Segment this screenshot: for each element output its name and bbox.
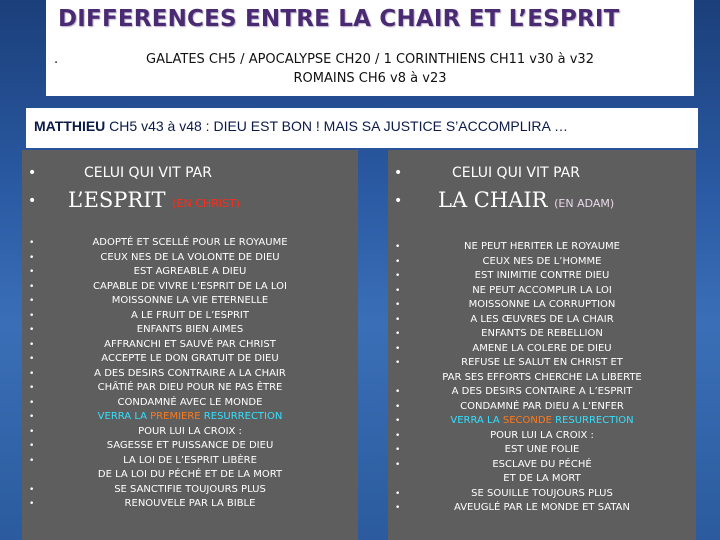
chair-heading-note: (EN ADAM): [554, 197, 615, 210]
resurrection-order: SECONDE: [502, 415, 552, 426]
list-item: RENOUVELE PAR LA BIBLE: [124, 498, 256, 509]
list-item: CAPABLE DE VIVRE L’ESPRIT DE LA LOI: [93, 280, 287, 292]
list-item: A DES DESIRS CONTAIRE A L’ESPRIT: [451, 386, 633, 397]
bullet: •: [395, 329, 401, 339]
bullet: •: [29, 296, 35, 306]
esprit-heading-label: L’ESPRIT: [68, 188, 166, 212]
list-item: POUR LUI LA CROIX :: [490, 429, 594, 441]
esprit-list: [22, 236, 358, 512]
list-item: CONDAMNÉ AVEC LE MONDE: [117, 396, 263, 408]
bullet: •: [29, 455, 35, 466]
esprit-panel: [22, 150, 358, 540]
list-item: ET DE LA MORT: [503, 473, 581, 484]
list-item: MOISSONNE LA VIE ETERNELLE: [111, 295, 269, 306]
scripture-references: [46, 50, 694, 88]
chair-heading-1: CELUI QUI VIT PAR: [452, 165, 580, 181]
bullet: •: [29, 484, 35, 495]
list-item: SAGESSE ET PUISSANCE DE DIEU: [106, 440, 274, 451]
bullet: •: [29, 441, 35, 451]
list-item: A DES DESIRS CONTRAIRE A LA CHAIR: [94, 367, 286, 379]
bullet: •: [29, 426, 35, 437]
bullet: •: [394, 193, 403, 209]
refs-line-1: GALATES CH5 / APOCALYPSE CH20 / 1 CORINTHIENS CH11 v30 à v32: [146, 52, 594, 67]
bullet: •: [29, 354, 35, 364]
bullet: •: [29, 252, 35, 263]
bullet: •: [28, 193, 37, 209]
esprit-heading-2: [68, 188, 240, 212]
bullet: •: [29, 325, 35, 335]
list-item: A LE FRUIT DE L’ESPRIT: [131, 309, 249, 321]
page-title: DIFFERENCES ENTRE LA CHAIR ET L’ESPRIT: [58, 6, 620, 32]
bullet: •: [395, 358, 401, 368]
list-item: POUR LUI LA CROIX :: [138, 425, 242, 437]
bullet: •: [29, 368, 35, 379]
bullet: •: [395, 387, 401, 397]
matthieu-line: [34, 118, 694, 134]
bullet: •: [395, 430, 401, 441]
list-item: NE PEUT HERITER LE ROYAUME: [463, 241, 620, 252]
list-item: CHÂTIÉ PAR DIEU POUR NE PAS ÊTRE: [97, 382, 283, 393]
list-item: SE SANCTIFIE TOUJOURS PLUS: [114, 483, 266, 495]
list-item: ESCLAVE DU PÉCHÉ: [492, 458, 592, 470]
refs-bullet: .: [54, 52, 59, 67]
bullet: •: [29, 281, 35, 292]
bullet: •: [395, 488, 401, 499]
bullet: •: [395, 503, 401, 513]
bullet: •: [395, 459, 401, 470]
title-box: [46, 0, 694, 96]
bullet: •: [395, 300, 401, 310]
resurrection-word: RESURRECTION: [200, 411, 283, 422]
verra-prefix: VERRA LA: [97, 411, 151, 422]
list-item: LA LOI DE L’ESPRIT LIBÈRE: [123, 454, 257, 466]
chair-panel: [388, 150, 696, 540]
list-item: A LES ŒUVRES DE LA CHAIR: [470, 313, 614, 325]
bullet: •: [395, 445, 401, 455]
list-item: EST UNE FOLIE: [504, 444, 580, 455]
bullet: •: [395, 285, 401, 296]
resurrection-order: PREMIERE: [150, 411, 201, 422]
list-item: ADOPTÉ ET SCELLÉ POUR LE ROYAUME: [92, 237, 288, 248]
esprit-heading-1: CELUI QUI VIT PAR: [84, 165, 212, 181]
bullet: •: [29, 412, 35, 422]
bullet: •: [29, 339, 35, 350]
bullet: •: [395, 343, 401, 354]
resurrection-word: RESURRECTION: [551, 415, 634, 426]
list-item: CEUX NES DE LA VOLONTE DE DIEU: [100, 251, 280, 263]
bullet: •: [394, 165, 403, 181]
matthieu-book: MATTHIEU: [34, 118, 106, 134]
bullet: •: [29, 397, 35, 408]
bullet: •: [395, 314, 401, 325]
list-item: EST INIMITIE CONTRE DIEU: [474, 270, 610, 281]
list-item: REFUSE LE SALUT EN CHRIST ET: [461, 357, 623, 368]
list-item: MOISSONNE LA CORRUPTION: [468, 299, 616, 310]
bullet: •: [395, 242, 401, 252]
list-item: CONDAMNÉ PAR DIEU A L’ENFER: [460, 400, 624, 412]
matthieu-box: [26, 108, 698, 148]
bullet: •: [29, 238, 35, 248]
bullet: •: [29, 499, 35, 509]
verra-prefix: VERRA LA: [450, 415, 503, 426]
chair-heading-2: [438, 188, 614, 212]
refs-line-2: ROMAINS CH6 v8 à v23: [293, 71, 447, 86]
bullet: •: [29, 383, 35, 393]
list-item: [22, 410, 358, 425]
bullet: •: [395, 401, 401, 412]
bullet: •: [28, 165, 37, 181]
bullet: •: [29, 310, 35, 321]
list-item: EST AGREABLE A DIEU: [133, 266, 247, 277]
list-item: ACCEPTE LE DON GRATUIT DE DIEU: [101, 353, 279, 364]
list-item: AFFRANCHI ET SAUVÉ PAR CHRIST: [104, 338, 276, 350]
list-item: ENFANTS DE REBELLION: [481, 328, 603, 339]
list-item: PAR SES EFFORTS CHERCHE LA LIBERTE: [442, 371, 642, 383]
bullet: •: [395, 271, 401, 281]
bullet: •: [395, 256, 401, 267]
list-item: CEUX NES DE L’HOMME: [482, 255, 602, 267]
list-item: ENFANTS BIEN AIMES: [136, 324, 244, 335]
bullet: •: [29, 267, 35, 277]
list-item: [388, 414, 696, 429]
matthieu-text: DIEU EST BON ! MAIS SA JUSTICE S’ACCOMPLIRA …: [213, 118, 568, 134]
list-item: AVEUGLÉ PAR LE MONDE ET SATAN: [454, 502, 630, 513]
chair-list: [388, 240, 696, 516]
chair-heading-label: LA CHAIR: [438, 188, 548, 212]
bullet: •: [395, 416, 401, 426]
list-item: AMENE LA COLERE DE DIEU: [472, 342, 612, 354]
matthieu-ref: CH5 v43 à v48 :: [105, 118, 214, 134]
list-item: SE SOUILLE TOUJOURS PLUS: [471, 487, 613, 499]
list-item: DE LA LOI DU PÉCHÉ ET DE LA MORT: [97, 469, 283, 480]
list-item: NE PEUT ACCOMPLIR LA LOI: [472, 284, 612, 296]
esprit-heading-note: (EN CHRIST): [172, 197, 241, 210]
